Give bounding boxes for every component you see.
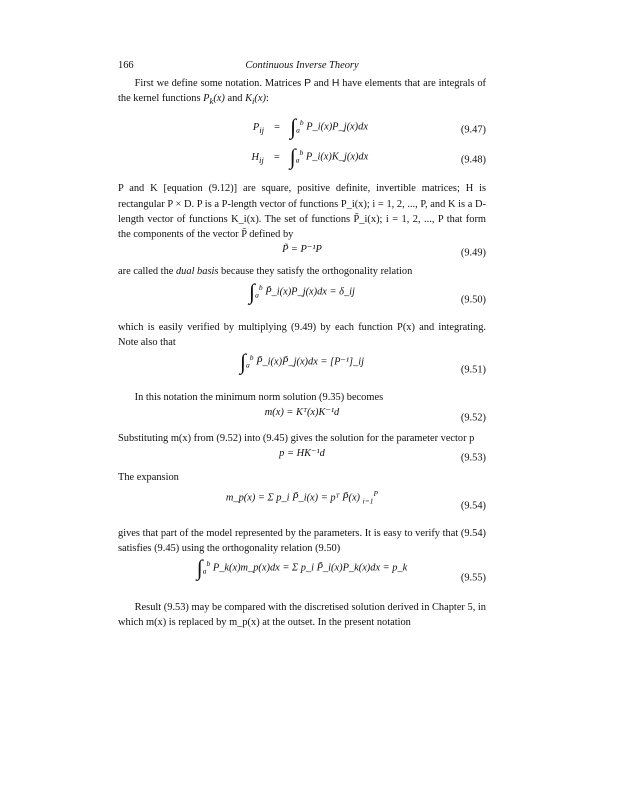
- equation-9-55: $\int_a^b$ P_k(x)m_p(x)dx = Σ p_i P̃_i(x)P_k(x)dx = p_k (9.55): [118, 556, 486, 600]
- equation-9-54: m_p(x) = Σ p_i P̃_i(x) = pᵀ P̃(x) $_{i=1}^P$ (9.54): [118, 486, 486, 526]
- para-result: Result (9.53) may be compared with the discretised solution derived in Chapter 5, in which m(x) is replaced by m_p(x) at the outset. In the present notation: [118, 601, 486, 629]
- running-title: Continuous Inverse Theory: [245, 60, 359, 71]
- equation-number: (9.53): [460, 452, 486, 464]
- para-dual-basis: are called the dual basis because they satisfy the orthogonality relation: [118, 266, 413, 278]
- page-number: 166: [118, 60, 134, 71]
- equation-number: (9.48): [460, 154, 486, 166]
- para-matrices: P and K [equation (9.12)] are square, positive definite, invertible matrices; H is rectangular P × D. P is a P-length vector of functions P_i(x); i = 1, 2, ..., P, and K is a D-length vector of functions K_i(x). The set of functions P̃_i(x); i = 1, 2, ..., P that form the components of the vector P̃ defined by: [118, 183, 486, 241]
- equation-9-48: $H_{ij} = \int_a^b$ P_i(x)K_j(x)dx (9.48): [251, 144, 486, 170]
- para-model-part: gives that part of the model represented by the parameters. It is easy to verify that (9.54) satisfies (9.45) using the orthogonality relation (9.50): [118, 527, 486, 554]
- page: [118, 58, 486, 630]
- para-substituting: Substituting m(x) from (9.52) into (9.45) gives the solution for the parameter vector p: [118, 433, 475, 445]
- equation-number: (9.55): [460, 572, 486, 584]
- dual-basis-term: dual basis: [175, 266, 219, 278]
- equation-number: (9.51): [460, 364, 486, 376]
- para-notation: First we define some notation. Matrices P and H have elements that are integrals of the kernel functions $P_k(x)$ and $K_i(x)$:: [118, 78, 486, 107]
- equation-number: (9.47): [460, 124, 486, 136]
- para-min-norm: In this notation the minimum norm solution (9.35) becomes: [134, 391, 384, 403]
- equation-9-53: p = HK⁻¹d (9.53): [118, 446, 486, 470]
- equation-number: (9.49): [460, 247, 486, 259]
- equation-number: (9.50): [460, 293, 486, 305]
- equation-9-52: m(x) = Kᵀ(x)K⁻¹d (9.52): [118, 405, 486, 431]
- para-verify: which is easily verified by multiplying (9.49) by each function P(x) and integrating. Note also that: [118, 321, 486, 348]
- para-expansion: The expansion: [118, 472, 179, 484]
- equation-9-50: $\int_a^b$ P̃_i(x)P_j(x)dx = δ_ij (9.50): [118, 280, 486, 320]
- equation-9-51: $\int_a^b$ P̃_i(x)P̃_j(x)dx = [P⁻¹]_ij (9.51): [118, 350, 486, 390]
- page-header: [118, 58, 486, 74]
- equation-9-47: $P_{ij} = \int_a^b$ P_i(x)P_j(x)dx (9.47): [252, 114, 486, 140]
- equation-9-49: P̃ = P⁻¹P (9.49): [118, 242, 486, 264]
- equation-number: (9.52): [460, 412, 486, 424]
- equation-number: (9.54): [460, 499, 486, 511]
